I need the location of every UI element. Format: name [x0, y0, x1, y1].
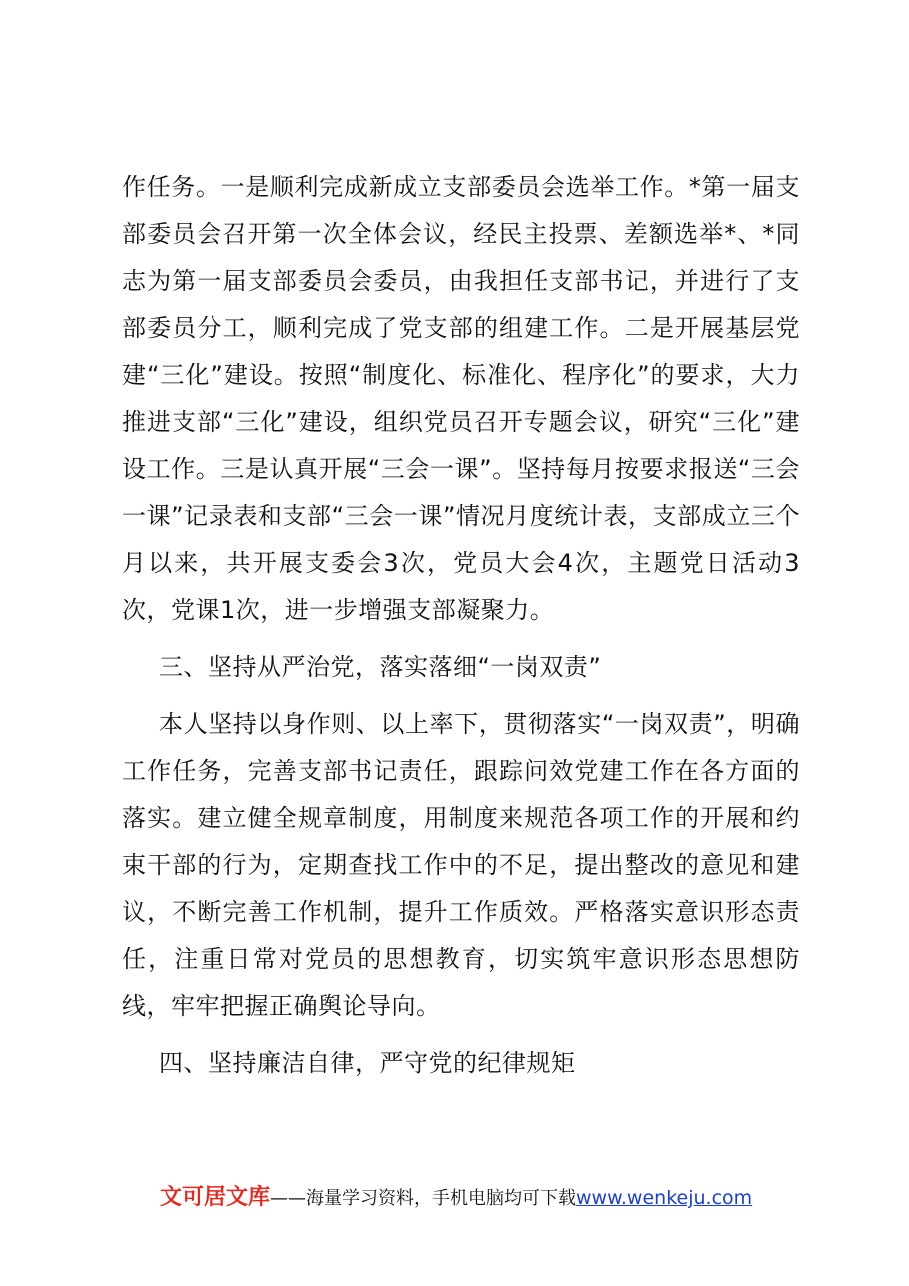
document-body	[122, 164, 800, 1097]
footer-website-link[interactable]: www.wenkeju.com	[576, 1187, 753, 1209]
body-paragraph: 本人坚持以身作则、以上率下，贯彻落实“一岗双责”，明确工作任务，完善支部书记责任，跟踪问效党建工作在各方面的落实。建立健全规章制度，用制度来规范各项工作的开展和约束干部的行为，定期查找工作中的不足，提出整改的意见和建议，不断完善工作机制，提升工作质效。严格落实意识形态责任，注重日常对党员的思想教育，切实筑牢意识形态思想防线，牢牢把握正确舆论导向。	[122, 710, 800, 1020]
footer-brand-name: 文可居文库	[160, 1185, 271, 1210]
footer-tagline: ——海量学习资料，手机电脑均可下载	[270, 1188, 577, 1209]
section-heading-4: 四、坚持廉洁自律，严守党的纪律规矩	[159, 1049, 576, 1077]
section-heading-3: 三、坚持从严治党，落实落细“一岗双责”	[159, 653, 602, 681]
footer-banner	[160, 1180, 840, 1216]
body-paragraph-continued: 作任务。一是顺利完成新成立支部委员会选举工作。*第一届支部委员会召开第一次全体会议，经民主投票、差额选举*、*同志为第一届支部委员会委员，由我担任支部书记，并进行了支部委员分工，顺利完成了党支部的组建工作。二是开展基层党建“三化”建设。按照“制度化、标准化、程序化”的要求，大力推进支部“三化”建设，组织党员召开专题会议，研究“三化”建设工作。三是认真开展“三会一课”。坚持每月按要求报送“三会一课”记录表和支部“三会一课”情况月度统计表，支部成立三个月以来，共开展支委会3次，党员大会4次，主题党日活动3次，党课1次，进一步增强支部凝聚力。	[122, 173, 800, 624]
